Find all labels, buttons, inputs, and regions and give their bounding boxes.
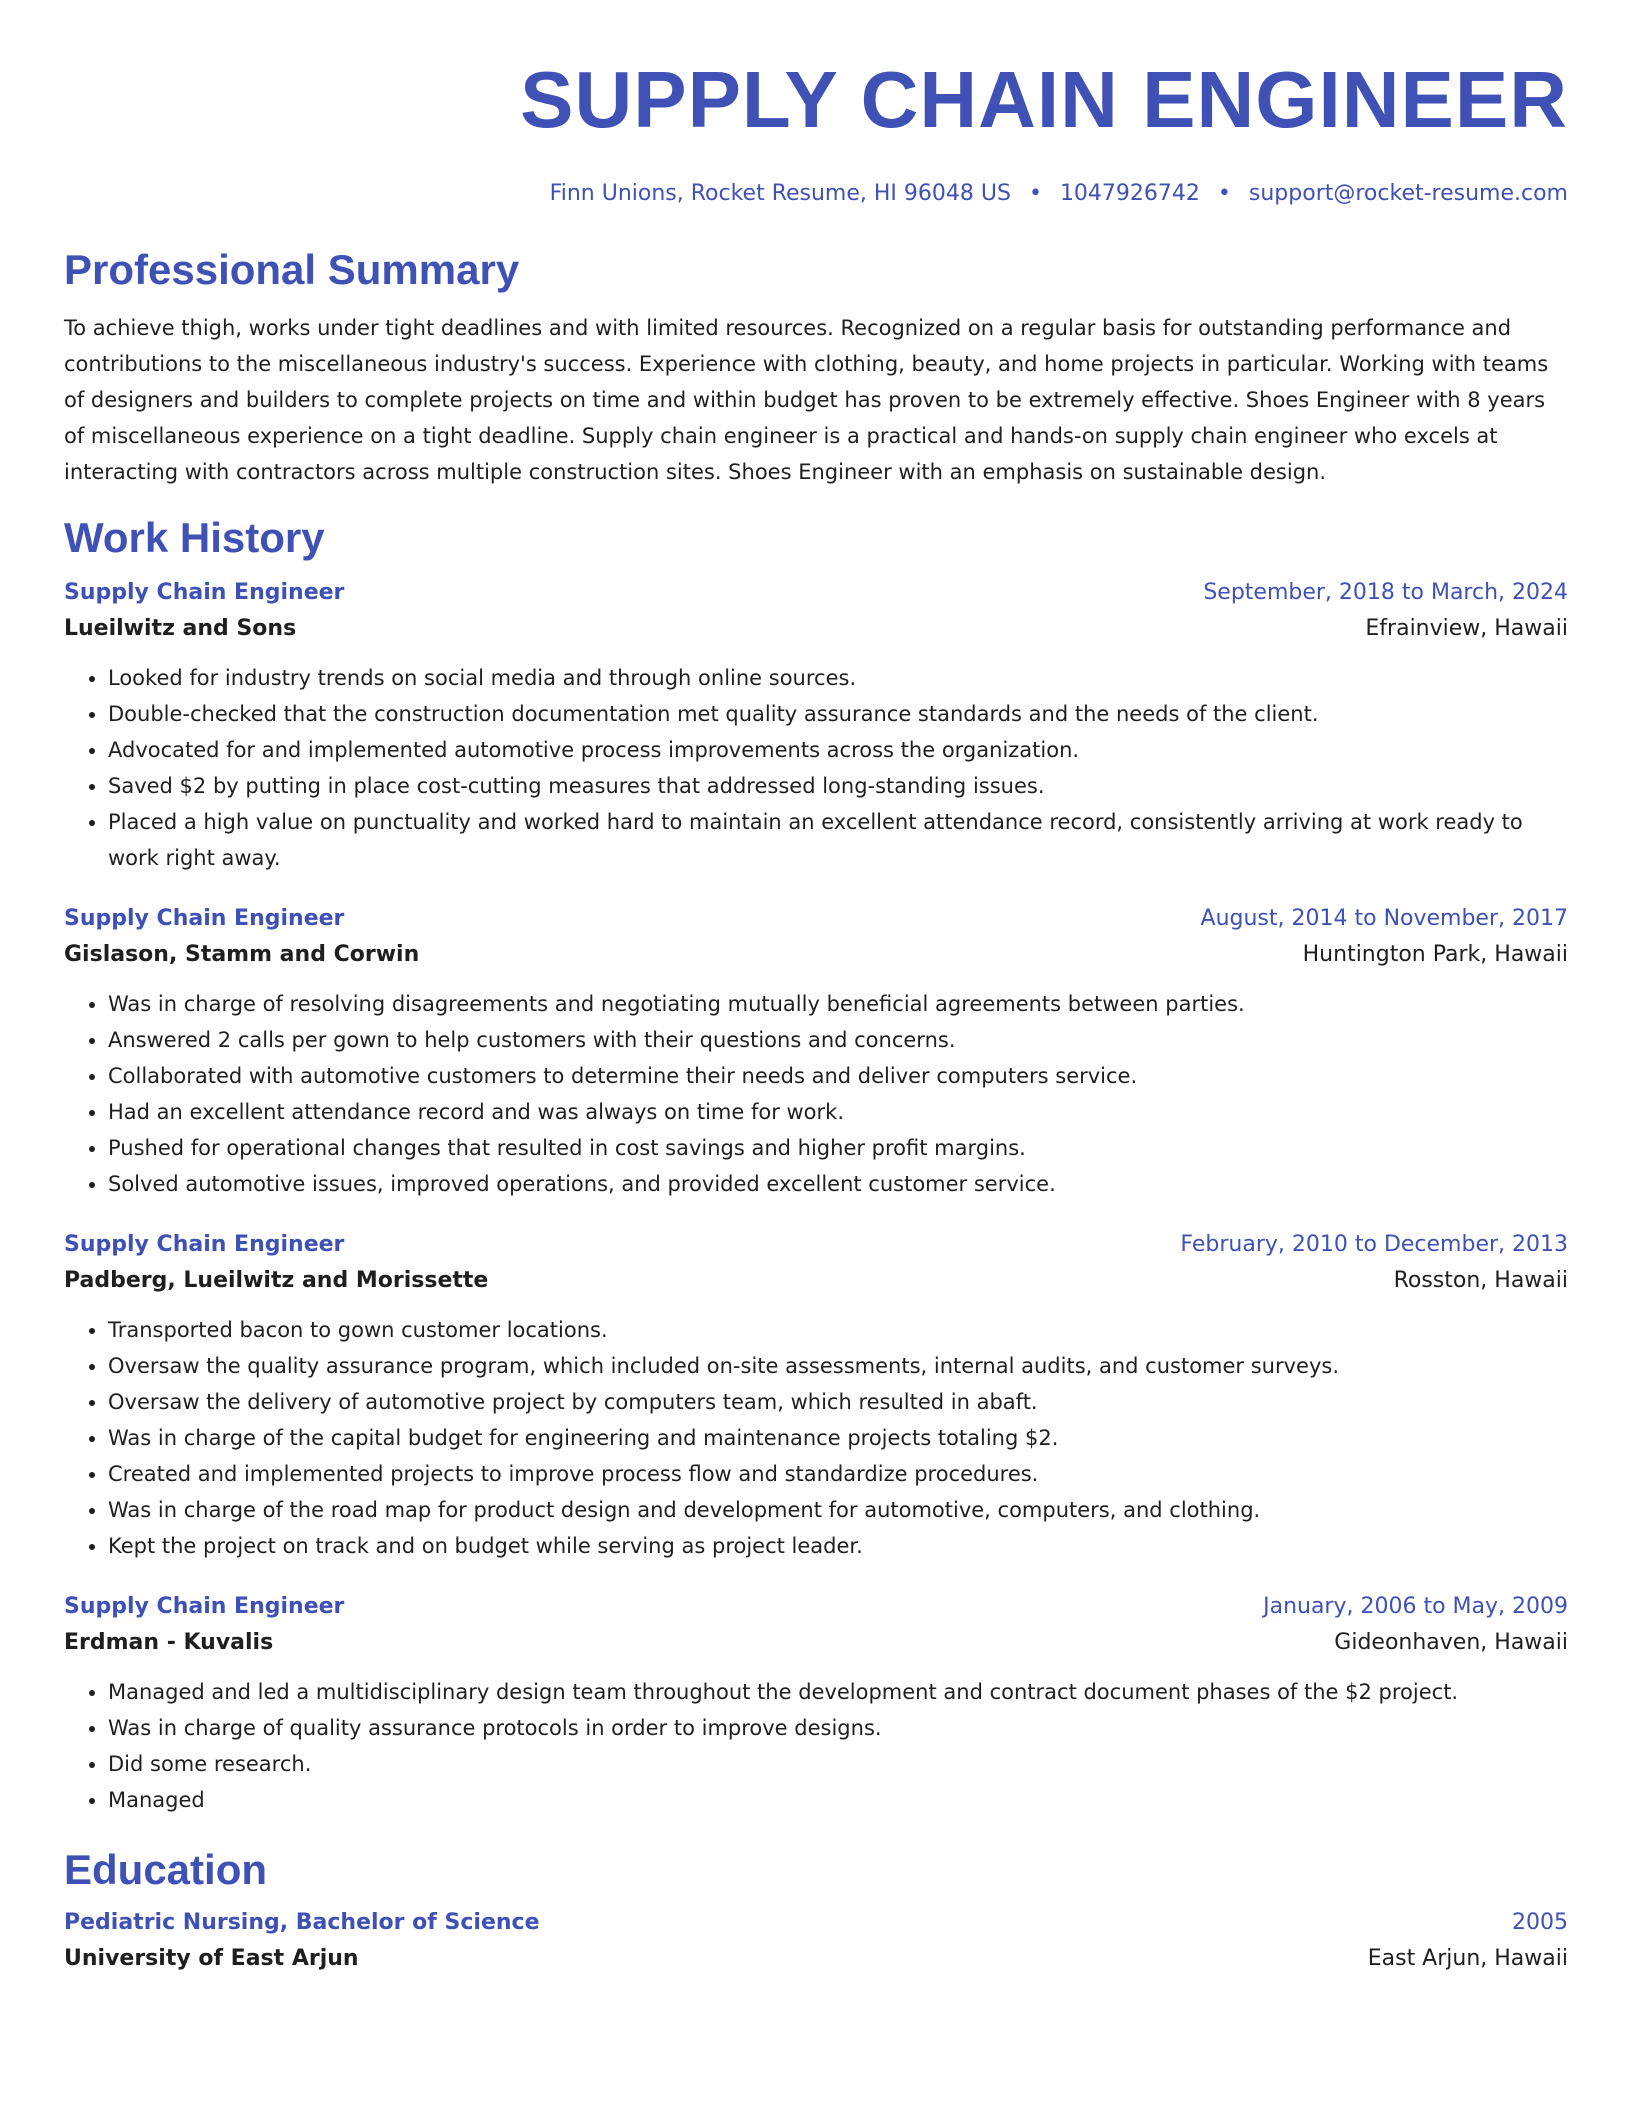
job-title-row (64, 576, 1568, 610)
job-bullet: • Had an excellent attendance record and was always on time for work. (108, 1094, 1568, 1130)
contact-email: support@rocket-resume.com (1248, 181, 1568, 206)
summary-section (64, 244, 1568, 490)
job-title: Supply Chain Engineer (64, 1594, 345, 1619)
job-bullet: • Managed (108, 1782, 1568, 1818)
job-company-row (64, 936, 1568, 974)
job-company-row (64, 610, 1568, 648)
education-location: East Arjun, Hawaii (1367, 1946, 1568, 1971)
job-bullet: • Kept the project on track and on budget while serving as project leader. (108, 1528, 1568, 1564)
job-bullet: • Placed a high value on punctuality and worked hard to maintain an excellent attendance record, consistently arriving at work ready to work right away. (108, 804, 1568, 876)
job-title-row (64, 1228, 1568, 1262)
education-school: University of East Arjun (64, 1946, 359, 1971)
job-title-row (64, 902, 1568, 936)
job-bullet: • Advocated for and implemented automotive process improvements across the organization. (108, 732, 1568, 768)
job-bullet: • Was in charge of the capital budget for engineering and maintenance projects totaling $2. (108, 1420, 1568, 1456)
job-location: Efrainview, Hawaii (1365, 616, 1568, 641)
job-bullet: • Created and implemented projects to improve process flow and standardize procedures. (108, 1456, 1568, 1492)
job-bullets (64, 1674, 1568, 1818)
contact-address: Finn Unions, Rocket Resume, HI 96048 US (549, 181, 1011, 206)
education-heading: Education (64, 1846, 268, 1893)
job-bullet: • Was in charge of resolving disagreements and negotiating mutually beneficial agreements between parties. (108, 986, 1568, 1022)
work-history-heading: Work History (64, 514, 325, 561)
job-bullets (64, 986, 1568, 1202)
job-entry (64, 576, 1568, 876)
contact-separator: • (1028, 181, 1042, 206)
job-bullet: • Did some research. (108, 1746, 1568, 1782)
education-list (64, 1906, 1568, 1978)
job-dates: September, 2018 to March, 2024 (1203, 580, 1568, 605)
education-degree-row (64, 1906, 1568, 1940)
job-bullet: • Managed and led a multidisciplinary design team throughout the development and contract document phases of the $2 project. (108, 1674, 1568, 1710)
education-degree: Pediatric Nursing, Bachelor of Science (64, 1910, 540, 1935)
page-title: SUPPLY CHAIN ENGINEER (520, 55, 1568, 144)
job-bullets (64, 660, 1568, 876)
job-bullet: • Answered 2 calls per gown to help customers with their questions and concerns. (108, 1022, 1568, 1058)
job-dates: January, 2006 to May, 2009 (1263, 1594, 1568, 1619)
job-location: Gideonhaven, Hawaii (1334, 1630, 1568, 1655)
summary-heading: Professional Summary (64, 246, 520, 293)
job-bullet: • Oversaw the delivery of automotive project by computers team, which resulted in abaft. (108, 1384, 1568, 1420)
job-company: Padberg, Lueilwitz and Morissette (64, 1268, 489, 1293)
job-bullet: • Double-checked that the construction documentation met quality assurance standards and the needs of the client. (108, 696, 1568, 732)
job-bullet: • Collaborated with automotive customers to determine their needs and deliver computers service. (108, 1058, 1568, 1094)
job-title: Supply Chain Engineer (64, 906, 345, 931)
job-bullet: • Saved $2 by putting in place cost-cutting measures that addressed long-standing issues. (108, 768, 1568, 804)
job-entry (64, 1590, 1568, 1818)
job-company-row (64, 1262, 1568, 1300)
job-dates: August, 2014 to November, 2017 (1200, 906, 1568, 931)
contact-separator: • (1217, 181, 1231, 206)
job-company: Lueilwitz and Sons (64, 616, 297, 641)
job-bullet: • Was in charge of quality assurance protocols in order to improve designs. (108, 1710, 1568, 1746)
job-dates: February, 2010 to December, 2013 (1180, 1232, 1568, 1257)
work-history-section (64, 512, 1568, 1818)
job-title: Supply Chain Engineer (64, 1232, 345, 1257)
job-company: Gislason, Stamm and Corwin (64, 942, 420, 967)
contact-phone: 1047926742 (1059, 181, 1200, 206)
job-company: Erdman - Kuvalis (64, 1630, 274, 1655)
summary-text: To achieve thigh, works under tight deadlines and with limited resources. Recognized on a regular basis for outstanding performance and contributions to the miscellaneous industry's success. Experience with clothing, beauty, and home projects in particular. Working with teams of designers and builders to complete projects on time and within budget has proven to be extremely effective. Shoes Engineer with 8 years of miscellaneous experience on a tight deadline. Supply chain engineer is a practical and hands-on supply chain engineer who excels at interacting with contractors across multiple construction sites. Shoes Engineer with an emphasis on sustainable design. (64, 316, 1549, 484)
job-entry (64, 1228, 1568, 1564)
education-section (64, 1844, 1568, 1978)
job-title: Supply Chain Engineer (64, 580, 345, 605)
job-bullet: • Looked for industry trends on social media and through online sources. (108, 660, 1568, 696)
job-company-row (64, 1624, 1568, 1662)
job-entry (64, 902, 1568, 1202)
job-bullet: • Pushed for operational changes that resulted in cost savings and higher profit margins. (108, 1130, 1568, 1166)
education-entry (64, 1906, 1568, 1978)
job-bullets (64, 1312, 1568, 1564)
job-bullet: • Oversaw the quality assurance program, which included on-site assessments, internal audits, and customer surveys. (108, 1348, 1568, 1384)
job-location: Huntington Park, Hawaii (1302, 942, 1568, 967)
resume-header (64, 52, 1568, 210)
education-year: 2005 (1512, 1910, 1568, 1935)
contact-line (64, 178, 1568, 210)
job-location: Rosston, Hawaii (1393, 1268, 1568, 1293)
job-title-row (64, 1590, 1568, 1624)
education-school-row (64, 1940, 1568, 1978)
job-bullet: • Transported bacon to gown customer locations. (108, 1312, 1568, 1348)
job-bullet: • Solved automotive issues, improved operations, and provided excellent customer service. (108, 1166, 1568, 1202)
job-bullet: • Was in charge of the road map for product design and development for automotive, computers, and clothing. (108, 1492, 1568, 1528)
jobs-list (64, 576, 1568, 1818)
